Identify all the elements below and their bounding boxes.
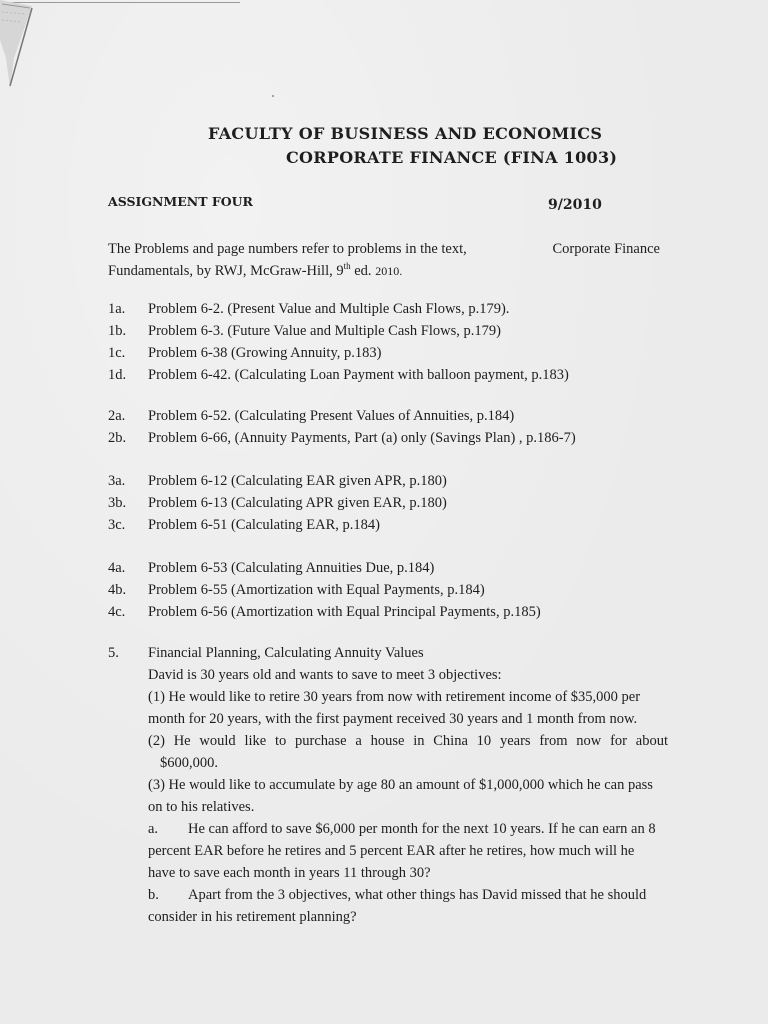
question-5-intro: David is 30 years old and wants to save to meet 3 objectives: bbox=[148, 667, 502, 683]
intro-line-2 bbox=[108, 260, 660, 282]
problem-text: Problem 6-2. (Present Value and Multiple Cash Flows, p.179). bbox=[148, 301, 510, 317]
assignment-title: ASSIGNMENT FOUR bbox=[108, 194, 253, 209]
scan-corner-mark bbox=[0, 0, 48, 90]
intro-line-2-sup: th bbox=[343, 261, 351, 272]
part-a-text-1: He can afford to save $6,000 per month for the next 10 years. If he can earn an 8 bbox=[188, 821, 656, 837]
intro-line-1-left: The Problems and page numbers refer to problems in the text, bbox=[108, 241, 467, 257]
objective-2-word: to bbox=[274, 733, 287, 749]
intro-line-2-mid: ed. bbox=[350, 263, 376, 279]
part-a-line-2: percent EAR before he retires and 5 percent EAR after he retires, how much will he bbox=[148, 843, 635, 859]
problem-text: Problem 6-3. (Future Value and Multiple Cash Flows, p.179) bbox=[148, 323, 501, 339]
problem-number: 1d. bbox=[108, 367, 127, 383]
scan-speck bbox=[272, 95, 274, 97]
objective-2-line-2: $600,000. bbox=[160, 755, 218, 771]
problem-number: 3b. bbox=[108, 495, 127, 511]
problem-text: Problem 6-51 (Calculating EAR, p.184) bbox=[148, 517, 380, 533]
problem-number: 2a. bbox=[108, 408, 126, 424]
intro-line-2-pre: Fundamentals, by RWJ, McGraw-Hill, 9 bbox=[108, 263, 344, 279]
problem-number: 1b. bbox=[108, 323, 127, 339]
problem-number: 4b. bbox=[108, 582, 127, 598]
objective-3-line-1: (3) He would like to accumulate by age 80 an amount of $1,000,000 which he can pass bbox=[148, 777, 653, 793]
objective-1-line-1: (1) He would like to retire 30 years from now with retirement income of $35,000 per bbox=[148, 689, 641, 705]
objective-2-word: house bbox=[370, 733, 405, 749]
objective-2-word: now bbox=[576, 733, 602, 749]
objective-2-word: 10 bbox=[476, 733, 492, 749]
problem-text: Problem 6-38 (Growing Annuity, p.183) bbox=[148, 345, 382, 361]
problem-number: 1c. bbox=[108, 345, 126, 361]
part-a-label: a. bbox=[148, 821, 159, 837]
objective-2-word: a bbox=[355, 733, 362, 749]
part-a-line-3: have to save each month in years 11 through 30? bbox=[148, 865, 431, 881]
problem-text: Problem 6-55 (Amortization with Equal Payments, p.184) bbox=[148, 582, 485, 598]
problem-text: Problem 6-56 (Amortization with Equal Principal Payments, p.185) bbox=[148, 604, 541, 620]
objective-2-word: China bbox=[433, 733, 468, 749]
objective-2-word: for bbox=[610, 733, 627, 749]
intro-line-1 bbox=[108, 238, 660, 260]
problem-text: Problem 6-52. (Calculating Present Values of Annuities, p.184) bbox=[148, 408, 515, 424]
part-b-text-1: Apart from the 3 objectives, what other things has David missed that he should bbox=[188, 887, 647, 903]
problem-number: 1a. bbox=[108, 301, 126, 317]
objective-2-word: He bbox=[173, 733, 191, 749]
objective-2-word: like bbox=[244, 733, 267, 749]
question-5-body bbox=[148, 642, 668, 928]
intro-paragraph bbox=[108, 238, 660, 282]
objective-2-word: purchase bbox=[295, 733, 347, 749]
part-b-label: b. bbox=[148, 887, 159, 903]
problem-text: Problem 6-13 (Calculating APR given EAR, p.180) bbox=[148, 495, 447, 511]
objective-2-word: about bbox=[635, 733, 668, 749]
problem-number: 2b. bbox=[108, 430, 127, 446]
objective-3-line-2: on to his relatives. bbox=[148, 799, 255, 815]
problem-number: 3c. bbox=[108, 517, 126, 533]
objective-2-word: years bbox=[499, 733, 531, 749]
problem-text: Problem 6-12 (Calculating EAR given APR, p.180) bbox=[148, 473, 447, 489]
objective-2-word: in bbox=[413, 733, 425, 749]
objective-1-line-2: month for 20 years, with the first payment received 30 years and 1 month from now. bbox=[148, 711, 638, 727]
objective-2-word: (2) bbox=[148, 733, 165, 749]
part-b-line-2: consider in his retirement planning? bbox=[148, 909, 357, 925]
problem-text: Problem 6-53 (Calculating Annuities Due, p.184) bbox=[148, 560, 435, 576]
objective-2-word: would bbox=[199, 733, 236, 749]
faculty-heading: FACULTY OF BUSINESS AND ECONOMICS bbox=[208, 124, 603, 143]
part-b-line-1 bbox=[148, 884, 668, 906]
intro-line-2-year: 2010. bbox=[375, 264, 403, 278]
problem-number: 4a. bbox=[108, 560, 126, 576]
course-heading: CORPORATE FINANCE (FINA 1003) bbox=[286, 148, 618, 167]
intro-line-1-right: Corporate Finance bbox=[552, 241, 660, 257]
problem-number: 4c. bbox=[108, 604, 126, 620]
objective-2-line-1 bbox=[148, 730, 668, 752]
question-5-number: 5. bbox=[108, 645, 119, 661]
problem-text: Problem 6-66, (Annuity Payments, Part (a) only (Savings Plan) , p.186-7) bbox=[148, 430, 576, 446]
problem-number: 3a. bbox=[108, 473, 126, 489]
objective-2-word: from bbox=[539, 733, 568, 749]
assignment-date: 9/2010 bbox=[548, 197, 602, 213]
problem-text: Problem 6-42. (Calculating Loan Payment with balloon payment, p.183) bbox=[148, 367, 569, 383]
part-a-line-1 bbox=[148, 818, 668, 840]
question-5-title: Financial Planning, Calculating Annuity Values bbox=[148, 645, 424, 661]
